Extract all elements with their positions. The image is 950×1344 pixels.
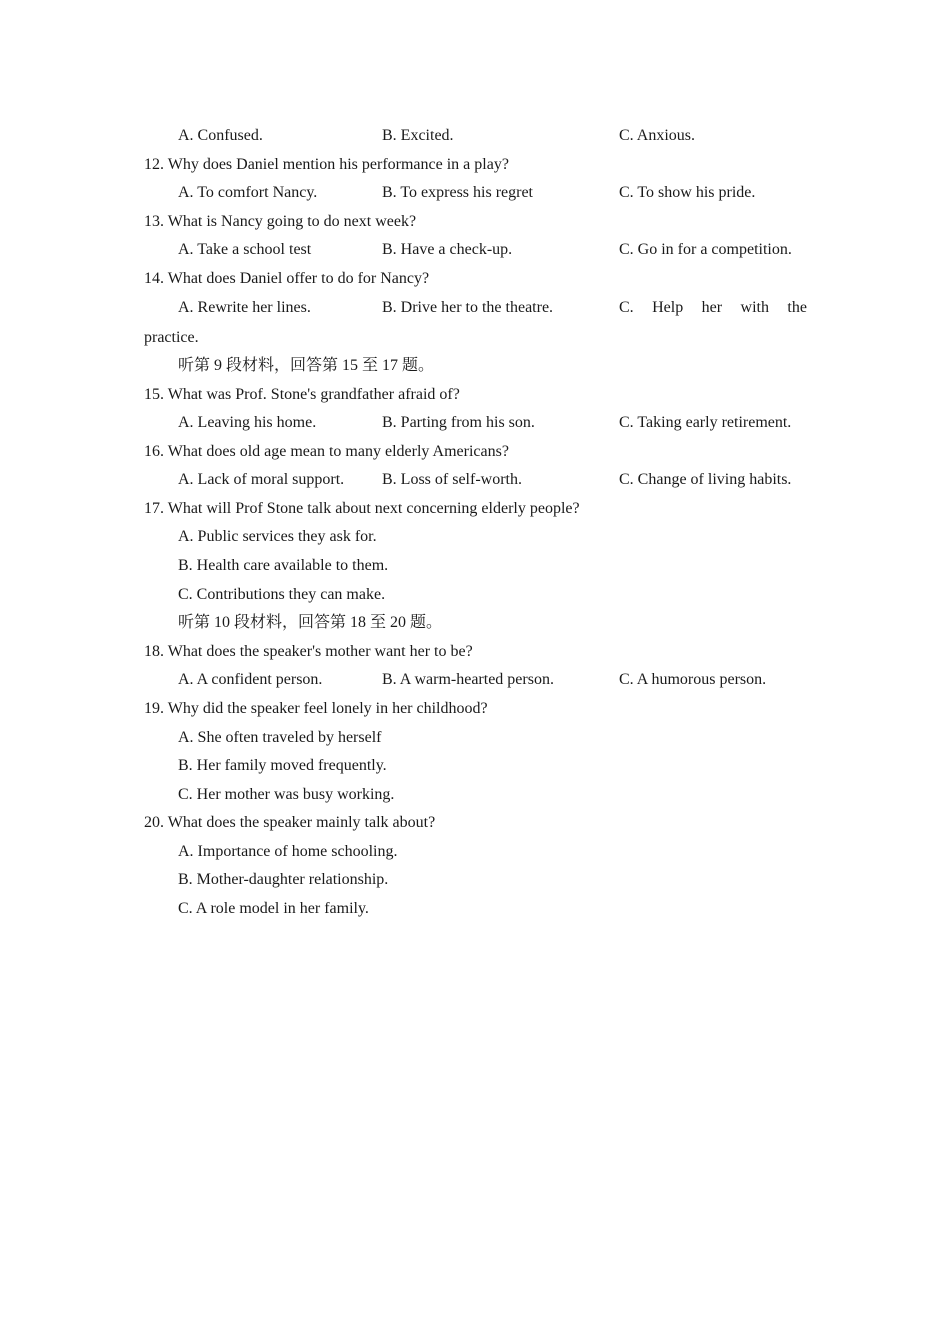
q12-option-c: C. To show his pride. [619, 184, 756, 201]
q14-option-c-continued: practice. [144, 329, 199, 346]
q19-option-a: A. She often traveled by herself [178, 729, 382, 746]
q16-stem: 16. What does old age mean to many elderly Americans? [144, 443, 509, 460]
q11-options [0, 124, 950, 148]
q14-option-b: B. Drive her to the theatre. [382, 299, 554, 316]
q19-option-c: C. Her mother was busy working. [178, 786, 395, 803]
q18-option-c: C. A humorous person. [619, 671, 767, 688]
q12-option-b: B. To express his regret [382, 184, 533, 201]
q14-options [0, 296, 950, 320]
q15-option-c: C. Taking early retirement. [619, 414, 792, 431]
q12-option-a: A. To comfort Nancy. [178, 184, 318, 201]
q17-stem: 17. What will Prof Stone talk about next concerning elderly people? [144, 500, 580, 517]
q13-option-c: C. Go in for a competition. [619, 241, 792, 258]
q12-stem: 12. Why does Daniel mention his performance in a play? [144, 156, 509, 173]
q17-option-a: A. Public services they ask for. [178, 528, 377, 545]
q20-stem: 20. What does the speaker mainly talk about? [144, 814, 436, 831]
q20-option-c: C. A role model in her family. [178, 900, 369, 917]
q13-option-a: A. Take a school test [178, 241, 312, 258]
section-10-instruction: 听第 10 段材料，回答第 18 至 20 题。 [178, 614, 443, 631]
q14-option-c-word: her [701, 299, 723, 316]
q11-option-c: C. Anxious. [619, 127, 696, 144]
q12-options [0, 181, 950, 205]
q11-option-b: B. Excited. [382, 127, 454, 144]
q16-option-b: B. Loss of self-worth. [382, 471, 522, 488]
q15-option-a: A. Leaving his home. [178, 414, 317, 431]
q18-option-b: B. A warm-hearted person. [382, 671, 554, 688]
q18-option-a: A. A confident person. [178, 671, 323, 688]
q19-stem: 19. Why did the speaker feel lonely in her childhood? [144, 700, 488, 717]
q14-option-c [619, 296, 807, 320]
q14-option-c-word: Help [652, 299, 684, 316]
q17-option-b: B. Health care available to them. [178, 557, 389, 574]
section-9-instruction: 听第 9 段材料，回答第 15 至 17 题。 [178, 357, 435, 374]
q15-stem: 15. What was Prof. Stone's grandfather afraid of? [144, 386, 460, 403]
q17-option-c: C. Contributions they can make. [178, 586, 386, 603]
q15-options [0, 411, 950, 435]
q15-option-b: B. Parting from his son. [382, 414, 535, 431]
q20-option-a: A. Importance of home schooling. [178, 843, 398, 860]
q16-options [0, 468, 950, 492]
q14-stem: 14. What does Daniel offer to do for Nancy? [144, 270, 430, 287]
q11-option-a: A. Confused. [178, 127, 263, 144]
q18-options [0, 668, 950, 692]
q18-stem: 18. What does the speaker's mother want her to be? [144, 643, 473, 660]
q20-option-b: B. Mother-daughter relationship. [178, 871, 389, 888]
q14-option-c-word: with [740, 299, 769, 316]
q13-option-b: B. Have a check-up. [382, 241, 513, 258]
q14-option-a: A. Rewrite her lines. [178, 299, 311, 316]
q19-option-b: B. Her family moved frequently. [178, 757, 387, 774]
q13-options [0, 238, 950, 262]
q16-option-c: C. Change of living habits. [619, 471, 792, 488]
q13-stem: 13. What is Nancy going to do next week? [144, 213, 417, 230]
q16-option-a: A. Lack of moral support. [178, 471, 345, 488]
q14-option-c-word: C. [619, 299, 634, 316]
q14-option-c-word: the [787, 299, 807, 316]
